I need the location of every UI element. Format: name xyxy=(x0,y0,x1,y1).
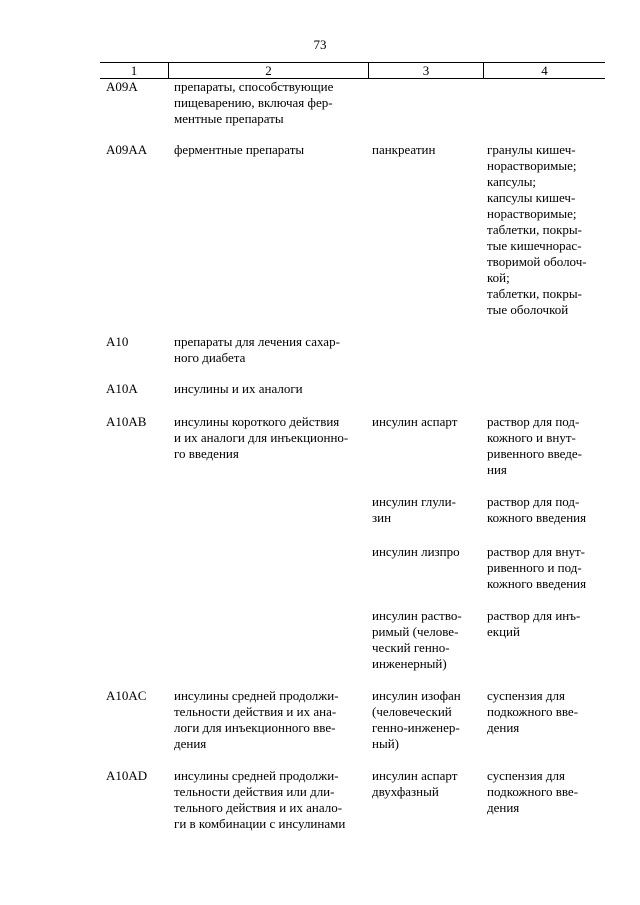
dosage-form-line: кожного введения xyxy=(487,576,587,591)
dosage-form-line: раствор для внут- xyxy=(487,544,585,559)
drug-name-line: инсулин лизпро xyxy=(372,544,460,559)
dosage-form-line: кожного введения xyxy=(487,510,587,525)
atc-code: A09AA xyxy=(106,142,148,157)
drug-name xyxy=(368,334,483,366)
dosage-form-line: екций xyxy=(487,624,520,639)
dosage-form-line: норастворимые; xyxy=(487,206,577,221)
atc-code: A10AD xyxy=(106,768,148,783)
drug-name xyxy=(368,494,483,526)
dosage-form-line: гранулы кишеч- xyxy=(487,142,576,157)
dosage-form-line: кожного и внут- xyxy=(487,430,576,445)
drug-name-line: римый (челове- xyxy=(372,624,459,639)
drug-name xyxy=(368,414,483,478)
table-row xyxy=(100,494,605,526)
anatomical-group-line: и их аналоги для инъекционно- xyxy=(174,430,349,445)
drug-name-line: (человеческий xyxy=(372,704,452,719)
dosage-form xyxy=(483,142,605,318)
anatomical-group-line: ментные препараты xyxy=(174,111,284,126)
anatomical-group xyxy=(168,494,368,526)
dosage-form-line: раствор для под- xyxy=(487,494,580,509)
atc-code: A10AB xyxy=(106,414,147,429)
column-header-2: 2 xyxy=(168,63,368,78)
anatomical-group-line: инсулины средней продолжи- xyxy=(174,768,339,783)
dosage-form-line: ривенного введе- xyxy=(487,446,582,461)
anatomical-group-line: инсулины короткого действия xyxy=(174,414,340,429)
drug-name xyxy=(368,544,483,592)
drug-name xyxy=(368,142,483,318)
anatomical-group xyxy=(168,688,368,752)
dosage-form xyxy=(483,608,605,672)
dosage-form-line: тые кишечнорас- xyxy=(487,238,582,253)
dosage-form-line: тые оболочкой xyxy=(487,302,569,317)
drug-name xyxy=(368,688,483,752)
column-header-1: 1 xyxy=(130,63,138,78)
drug-name xyxy=(368,608,483,672)
dosage-form-line: раствор для под- xyxy=(487,414,580,429)
table-row xyxy=(100,79,605,127)
atc-code: A09A xyxy=(106,79,138,94)
dosage-form-line: суспензия для xyxy=(487,688,565,703)
drug-name-line: инсулин аспарт xyxy=(372,414,458,429)
anatomical-group-line: инсулины средней продолжи- xyxy=(174,688,339,703)
anatomical-group-line: ного диабета xyxy=(174,350,246,365)
dosage-form-line: норастворимые; xyxy=(487,158,577,173)
dosage-form xyxy=(483,494,605,526)
anatomical-group-line: тельности действия и их ана- xyxy=(174,704,337,719)
dosage-form-line: подкожного вве- xyxy=(487,784,579,799)
dosage-form xyxy=(483,381,605,397)
anatomical-group xyxy=(168,544,368,592)
dosage-form-line: ривенного и под- xyxy=(487,560,582,575)
table-row xyxy=(100,608,605,672)
anatomical-group-line: логи для инъекционного вве- xyxy=(174,720,336,735)
column-header-3: 3 xyxy=(368,63,483,78)
anatomical-group-line: ферментные препараты xyxy=(174,142,305,157)
drug-name xyxy=(368,79,483,127)
dosage-form xyxy=(483,544,605,592)
dosage-form-line: подкожного вве- xyxy=(487,704,579,719)
anatomical-group-line: инсулины и их аналоги xyxy=(174,381,303,396)
drug-name-line: инсулин изофан xyxy=(372,688,461,703)
dosage-form-line: творимой оболоч- xyxy=(487,254,587,269)
table-row xyxy=(100,768,605,832)
anatomical-group-line: ги в комбинации с инсулинами xyxy=(174,816,346,831)
atc-code xyxy=(100,544,168,592)
dosage-form-line: капсулы; xyxy=(487,174,537,189)
atc-code xyxy=(100,608,168,672)
table-row xyxy=(100,142,605,318)
anatomical-group xyxy=(168,768,368,832)
drug-name-line: инсулин аспарт xyxy=(372,768,458,783)
anatomical-group-line: пищеварению, включая фер- xyxy=(174,95,333,110)
drug-name-line: ческий генно- xyxy=(372,640,450,655)
drug-name-line: панкреатин xyxy=(372,142,436,157)
anatomical-group xyxy=(168,142,368,318)
drug-name-line: инсулин глули- xyxy=(372,494,456,509)
drug-name-line: двухфазный xyxy=(372,784,439,799)
atc-code: A10AC xyxy=(106,688,147,703)
table-header xyxy=(100,62,605,79)
dosage-form-line: суспензия для xyxy=(487,768,565,783)
anatomical-group-line: го введения xyxy=(174,446,239,461)
anatomical-group-line: тельного действия и их анало- xyxy=(174,800,343,815)
atc-code xyxy=(100,494,168,526)
dosage-form-line: раствор для инъ- xyxy=(487,608,581,623)
anatomical-group xyxy=(168,79,368,127)
dosage-form-line: кой; xyxy=(487,270,510,285)
anatomical-group xyxy=(168,414,368,478)
drug-name-line: инженерный) xyxy=(372,656,447,671)
anatomical-group-line: препараты для лечения сахар- xyxy=(174,334,340,349)
anatomical-group xyxy=(168,334,368,366)
table-row xyxy=(100,688,605,752)
dosage-form xyxy=(483,688,605,752)
dosage-form-line: дения xyxy=(487,800,520,815)
atc-code: A10A xyxy=(106,381,138,396)
atc-code: A10 xyxy=(106,334,129,349)
dosage-form xyxy=(483,414,605,478)
drug-name-line: ный) xyxy=(372,736,399,751)
dosage-form xyxy=(483,79,605,127)
dosage-form-line: ния xyxy=(487,462,507,477)
dosage-form xyxy=(483,768,605,832)
dosage-form-line: таблетки, покры- xyxy=(487,222,582,237)
dosage-form-line: таблетки, покры- xyxy=(487,286,582,301)
anatomical-group xyxy=(168,381,368,397)
anatomical-group-line: дения xyxy=(174,736,207,751)
table-row xyxy=(100,544,605,592)
page-number: 73 xyxy=(313,37,327,52)
anatomical-group-line: тельности действия или дли- xyxy=(174,784,335,799)
drug-name xyxy=(368,381,483,397)
table-row xyxy=(100,334,605,366)
drug-name-line: генно-инженер- xyxy=(372,720,460,735)
anatomical-group-line: препараты, способствующие xyxy=(174,79,334,94)
drug-name-line: инсулин раство- xyxy=(372,608,462,623)
table-row xyxy=(100,414,605,478)
anatomical-group xyxy=(168,608,368,672)
drug-name-line: зин xyxy=(372,510,392,525)
dosage-form-line: капсулы кишеч- xyxy=(487,190,576,205)
drug-name xyxy=(368,768,483,832)
column-header-4: 4 xyxy=(483,63,605,78)
dosage-form xyxy=(483,334,605,366)
table-row xyxy=(100,381,605,397)
dosage-form-line: дения xyxy=(487,720,520,735)
